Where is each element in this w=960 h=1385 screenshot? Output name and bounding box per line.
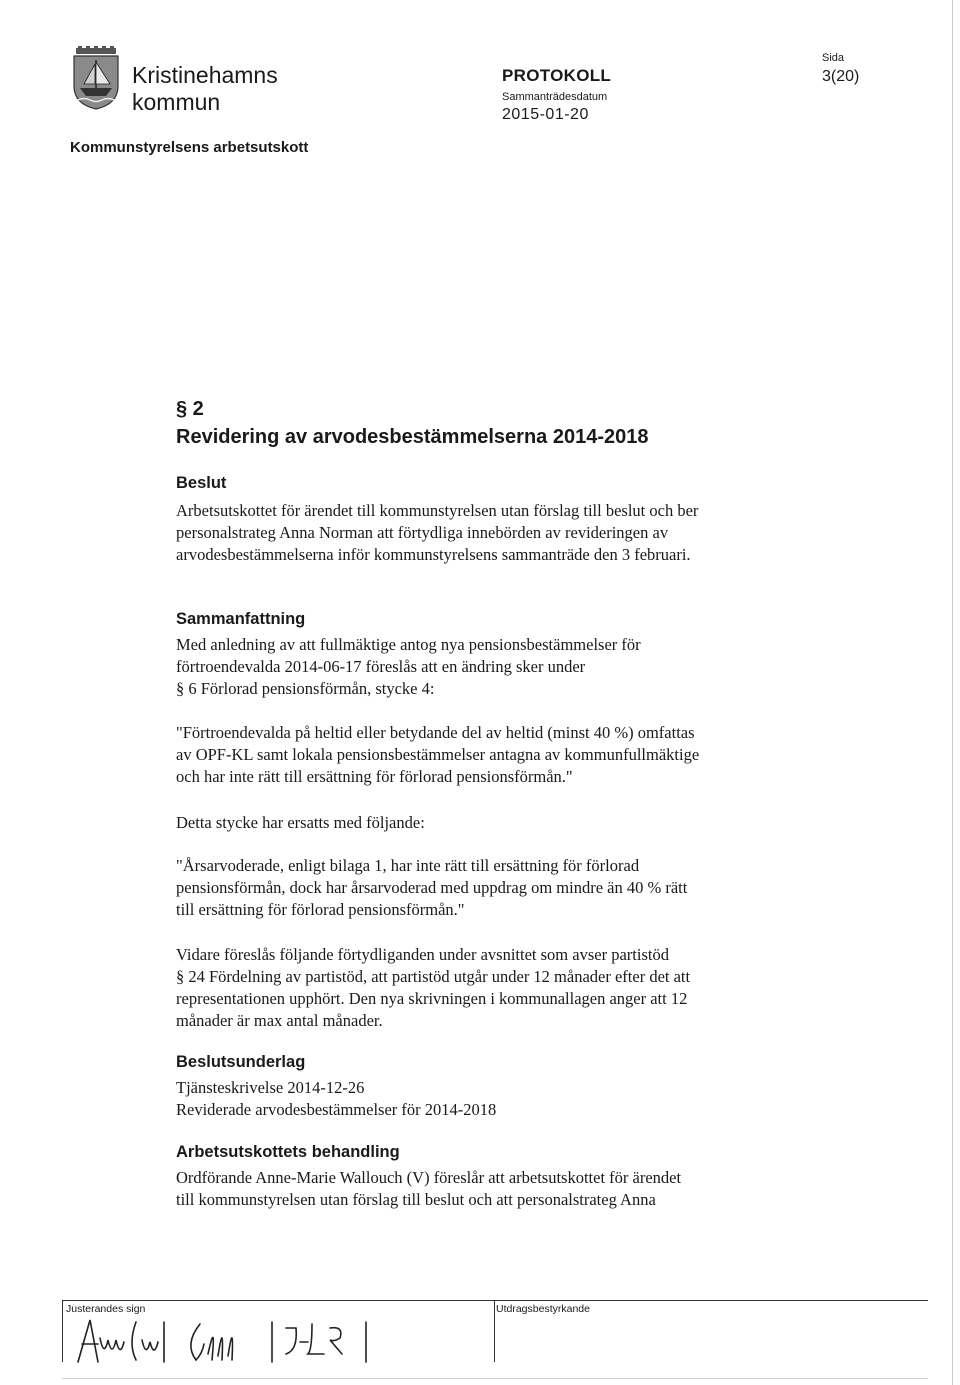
municipality-name <box>132 62 278 116</box>
quote-replacement <box>176 855 876 921</box>
extract-divider <box>494 1300 495 1362</box>
quote-line: "Årsarvoderade, enligt bilaga 1, har inte rätt till ersättning för förlorad <box>176 856 640 875</box>
signers-label: Justerandes sign <box>66 1303 146 1315</box>
beslut-heading: Beslut <box>176 474 227 492</box>
bottom-rule <box>62 1378 928 1379</box>
document-type: PROTOKOLL <box>502 66 612 85</box>
replaced-text: Detta stycke har ersatts med följande: <box>176 813 425 832</box>
behandling-line: till kommunstyrelsen utan förslag till beslut och att personalstrateg Anna <box>176 1190 656 1209</box>
beslut-line: personalstrateg Anna Norman att förtydliga innebörden av revideringen av <box>176 523 669 542</box>
meeting-date: 2015-01-20 <box>502 106 589 123</box>
beslutsunderlag-list <box>176 1077 876 1121</box>
page-label: Sida <box>822 52 845 64</box>
partistod-text <box>176 944 876 1032</box>
quote-line: "Förtroendevalda på heltid eller betydande del av heltid (minst 40 %) omfattas <box>176 723 695 742</box>
quote-line: till ersättning för förlorad pensionsförmån." <box>176 900 465 919</box>
partistod-line: Vidare föreslås följande förtydliganden under avsnittet som avser partistöd <box>176 945 669 964</box>
meeting-date-label: Sammanträdesdatum <box>502 91 608 103</box>
municipality-line-2: kommun <box>132 89 221 115</box>
sammanfattning-heading: Sammanfattning <box>176 610 306 628</box>
beslut-line: Arbetsutskottet för ärendet till kommunstyrelsen utan förslag till beslut och ber <box>176 501 699 520</box>
intro-line: Med anledning av att fullmäktige antog nya pensionsbestämmelser för <box>176 635 641 654</box>
handwritten-signatures <box>72 1314 402 1366</box>
page-edge-line <box>952 0 953 1385</box>
beslut-line: arvodesbestämmelserna inför kommunstyrelsens sammanträde den 3 februari. <box>176 545 691 564</box>
quote-original <box>176 722 876 788</box>
behandling-heading: Arbetsutskottets behandling <box>176 1143 400 1161</box>
quote-line: pensionsförmån, dock har årsarvoderad med uppdrag om mindre än 40 % rätt <box>176 878 688 897</box>
behandling-text <box>176 1167 876 1211</box>
quote-line: och har inte rätt till ersättning för förlorad pensionsförmån." <box>176 767 573 786</box>
partistod-line: § 24 Fördelning av partistöd, att partistöd utgår under 12 månader efter det att <box>176 967 691 986</box>
sammanfattning-intro <box>176 634 876 700</box>
coat-of-arms-icon <box>70 46 122 110</box>
underlag-item: Tjänsteskrivelse 2014-12-26 <box>176 1078 365 1097</box>
intro-line: förtroendevalda 2014-06-17 föreslås att en ändring sker under <box>176 657 586 676</box>
partistod-line: månader är max antal månader. <box>176 1011 383 1030</box>
partistod-line: representationen upphört. Den nya skrivningen i kommunallagen anger att 12 <box>176 989 688 1008</box>
section-number: § 2 <box>176 398 204 420</box>
beslut-text <box>176 500 876 566</box>
quote-line: av OPF-KL samt lokala pensionsbestämmelser antagna av kommunfullmäktige <box>176 745 700 764</box>
municipality-line-1: Kristinehamns <box>132 62 278 88</box>
extract-label: Utdragsbestyrkande <box>496 1303 590 1315</box>
underlag-item: Reviderade arvodesbestämmelser för 2014-2018 <box>176 1100 497 1119</box>
committee-name: Kommunstyrelsens arbetsutskott <box>70 139 309 156</box>
page-number: 3(20) <box>822 68 860 85</box>
section-title: Revidering av arvodesbestämmelserna 2014-2018 <box>176 426 649 448</box>
behandling-line: Ordförande Anne-Marie Wallouch (V) föreslår att arbetsutskottet för ärendet <box>176 1168 682 1187</box>
beslutsunderlag-heading: Beslutsunderlag <box>176 1053 306 1071</box>
intro-line: § 6 Förlorad pensionsförmån, stycke 4: <box>176 679 435 698</box>
